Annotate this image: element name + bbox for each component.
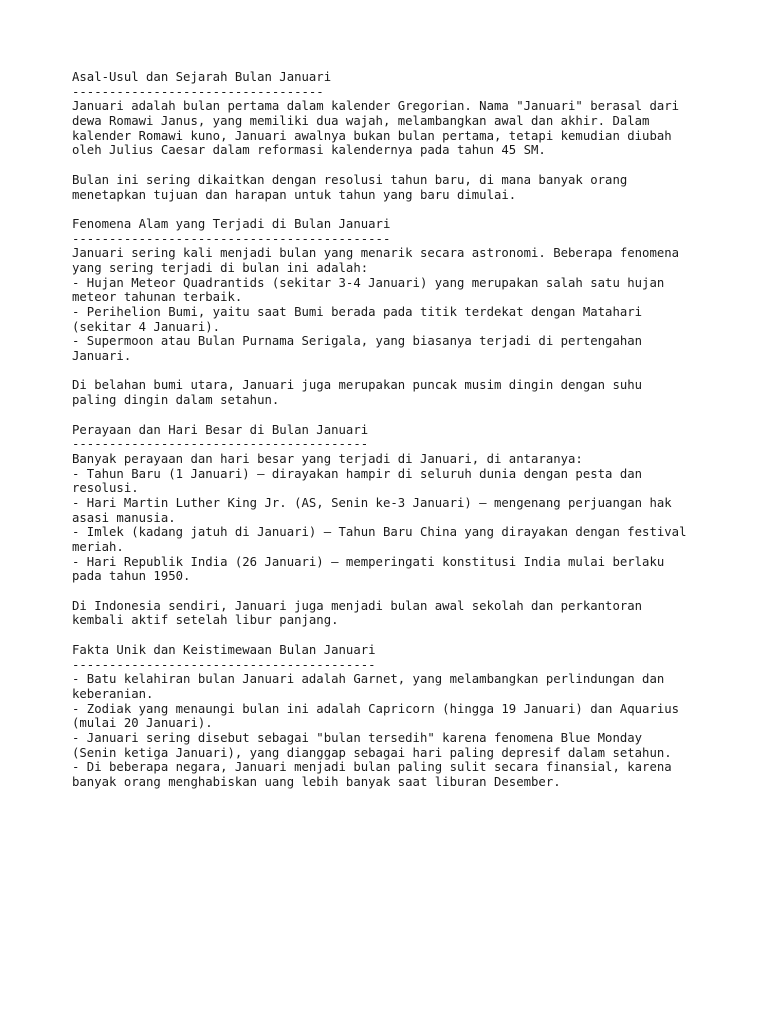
section-rule: ------------------------------------------- <box>72 231 391 246</box>
section-title: Perayaan dan Hari Besar di Bulan Januari <box>72 422 369 437</box>
text-line: (mulai 20 Januari). <box>72 716 213 731</box>
text-line: meriah. <box>72 540 124 554</box>
text-line: asasi manusia. <box>72 510 176 525</box>
text-line: Di belahan bumi utara, Januari juga merupakan puncak musim dingin dengan suhu <box>72 378 643 393</box>
section-asal-usul <box>72 70 732 202</box>
text-line: banyak orang menghabiskan uang lebih banyak saat liburan Desember. <box>72 775 561 789</box>
section-title: Fakta Unik dan Keistimewaan Bulan Januari <box>72 642 376 657</box>
blank-line <box>72 628 732 643</box>
text-line: Di Indonesia sendiri, Januari juga menjadi bulan awal sekolah dan perkantoran <box>72 598 643 613</box>
paragraph <box>72 99 732 158</box>
text-line: dewa Romawi Janus, yang memiliki dua wajah, melambangkan awal dan akhir. Dalam <box>72 114 650 129</box>
section-title: Asal-Usul dan Sejarah Bulan Januari <box>72 70 332 84</box>
section-rule: ----------------------------------------- <box>72 657 376 672</box>
text-line: kalender Romawi kuno, Januari awalnya bukan bulan pertama, tetapi kemudian diubah <box>72 128 672 143</box>
paragraph <box>72 452 732 584</box>
document-body <box>72 70 732 790</box>
section-rule: ---------------------------------------- <box>72 437 369 452</box>
text-line: - Perihelion Bumi, yaitu saat Bumi berada pada titik terdekat dengan Matahari <box>72 305 643 319</box>
blank-line <box>72 408 732 423</box>
text-line: - Zodiak yang menaungi bulan ini adalah Capricorn (hingga 19 Januari) dan Aquarius <box>72 701 680 716</box>
text-line: Bulan ini sering dikaitkan dengan resolusi tahun baru, di mana banyak orang <box>72 172 628 187</box>
text-line: yang sering terjadi di bulan ini adalah: <box>72 260 369 275</box>
paragraph <box>72 672 732 790</box>
text-line: Banyak perayaan dan hari besar yang terjadi di Januari, di antaranya: <box>72 451 583 466</box>
text-line: keberanian. <box>72 686 154 701</box>
text-line: Januari. <box>72 349 132 364</box>
blank-line <box>72 364 732 379</box>
text-line: (sekitar 4 Januari). <box>72 319 221 334</box>
text-line: - Di beberapa negara, Januari menjadi bulan paling sulit secara finansial, karena <box>72 760 672 775</box>
text-line: paling dingin dalam setahun. <box>72 393 280 408</box>
blank-line <box>72 158 732 173</box>
text-line: oleh Julius Caesar dalam reformasi kalendernya pada tahun 45 SM. <box>72 143 546 158</box>
blank-line <box>72 584 732 599</box>
text-line: resolusi. <box>72 481 139 496</box>
text-line: menetapkan tujuan dan harapan untuk tahun yang baru dimulai. <box>72 187 517 202</box>
text-line: pada tahun 1950. <box>72 569 191 584</box>
text-line: - Supermoon atau Bulan Purnama Serigala, yang biasanya terjadi di pertengahan <box>72 334 643 349</box>
section-perayaan <box>72 423 732 629</box>
paragraph <box>72 246 732 364</box>
paragraph <box>72 378 732 407</box>
paragraph <box>72 173 732 202</box>
text-line: meteor tahunan terbaik. <box>72 290 243 305</box>
section-rule: ---------------------------------- <box>72 84 324 99</box>
text-line: - Imlek (kadang jatuh di Januari) – Tahun Baru China yang dirayakan dengan festival <box>72 525 687 540</box>
text-line: Januari sering kali menjadi bulan yang menarik secara astronomi. Beberapa fenomena <box>72 246 680 261</box>
text-line: - Batu kelahiran bulan Januari adalah Garnet, yang melambangkan perlindungan dan <box>72 672 665 687</box>
section-fakta-unik <box>72 643 732 790</box>
paragraph <box>72 599 732 628</box>
text-line: - Januari sering disebut sebagai "bulan tersedih" karena fenomena Blue Monday <box>72 730 643 745</box>
section-title: Fenomena Alam yang Terjadi di Bulan Januari <box>72 216 391 231</box>
text-line: - Hari Martin Luther King Jr. (AS, Senin ke-3 Januari) – mengenang perjuangan hak <box>72 495 672 510</box>
text-line: kembali aktif setelah libur panjang. <box>72 613 339 628</box>
text-line: Januari adalah bulan pertama dalam kalender Gregorian. Nama "Januari" berasal dari <box>72 99 680 114</box>
text-line: (Senin ketiga Januari), yang dianggap sebagai hari paling depresif dalam setahun. <box>72 745 672 760</box>
text-line: - Hujan Meteor Quadrantids (sekitar 3-4 Januari) yang merupakan salah satu hujan <box>72 275 665 290</box>
text-line: - Tahun Baru (1 Januari) – dirayakan hampir di seluruh dunia dengan pesta dan <box>72 466 643 481</box>
blank-line <box>72 202 732 217</box>
section-fenomena-alam <box>72 217 732 408</box>
text-line: - Hari Republik India (26 Januari) – memperingati konstitusi India mulai berlaku <box>72 554 665 569</box>
